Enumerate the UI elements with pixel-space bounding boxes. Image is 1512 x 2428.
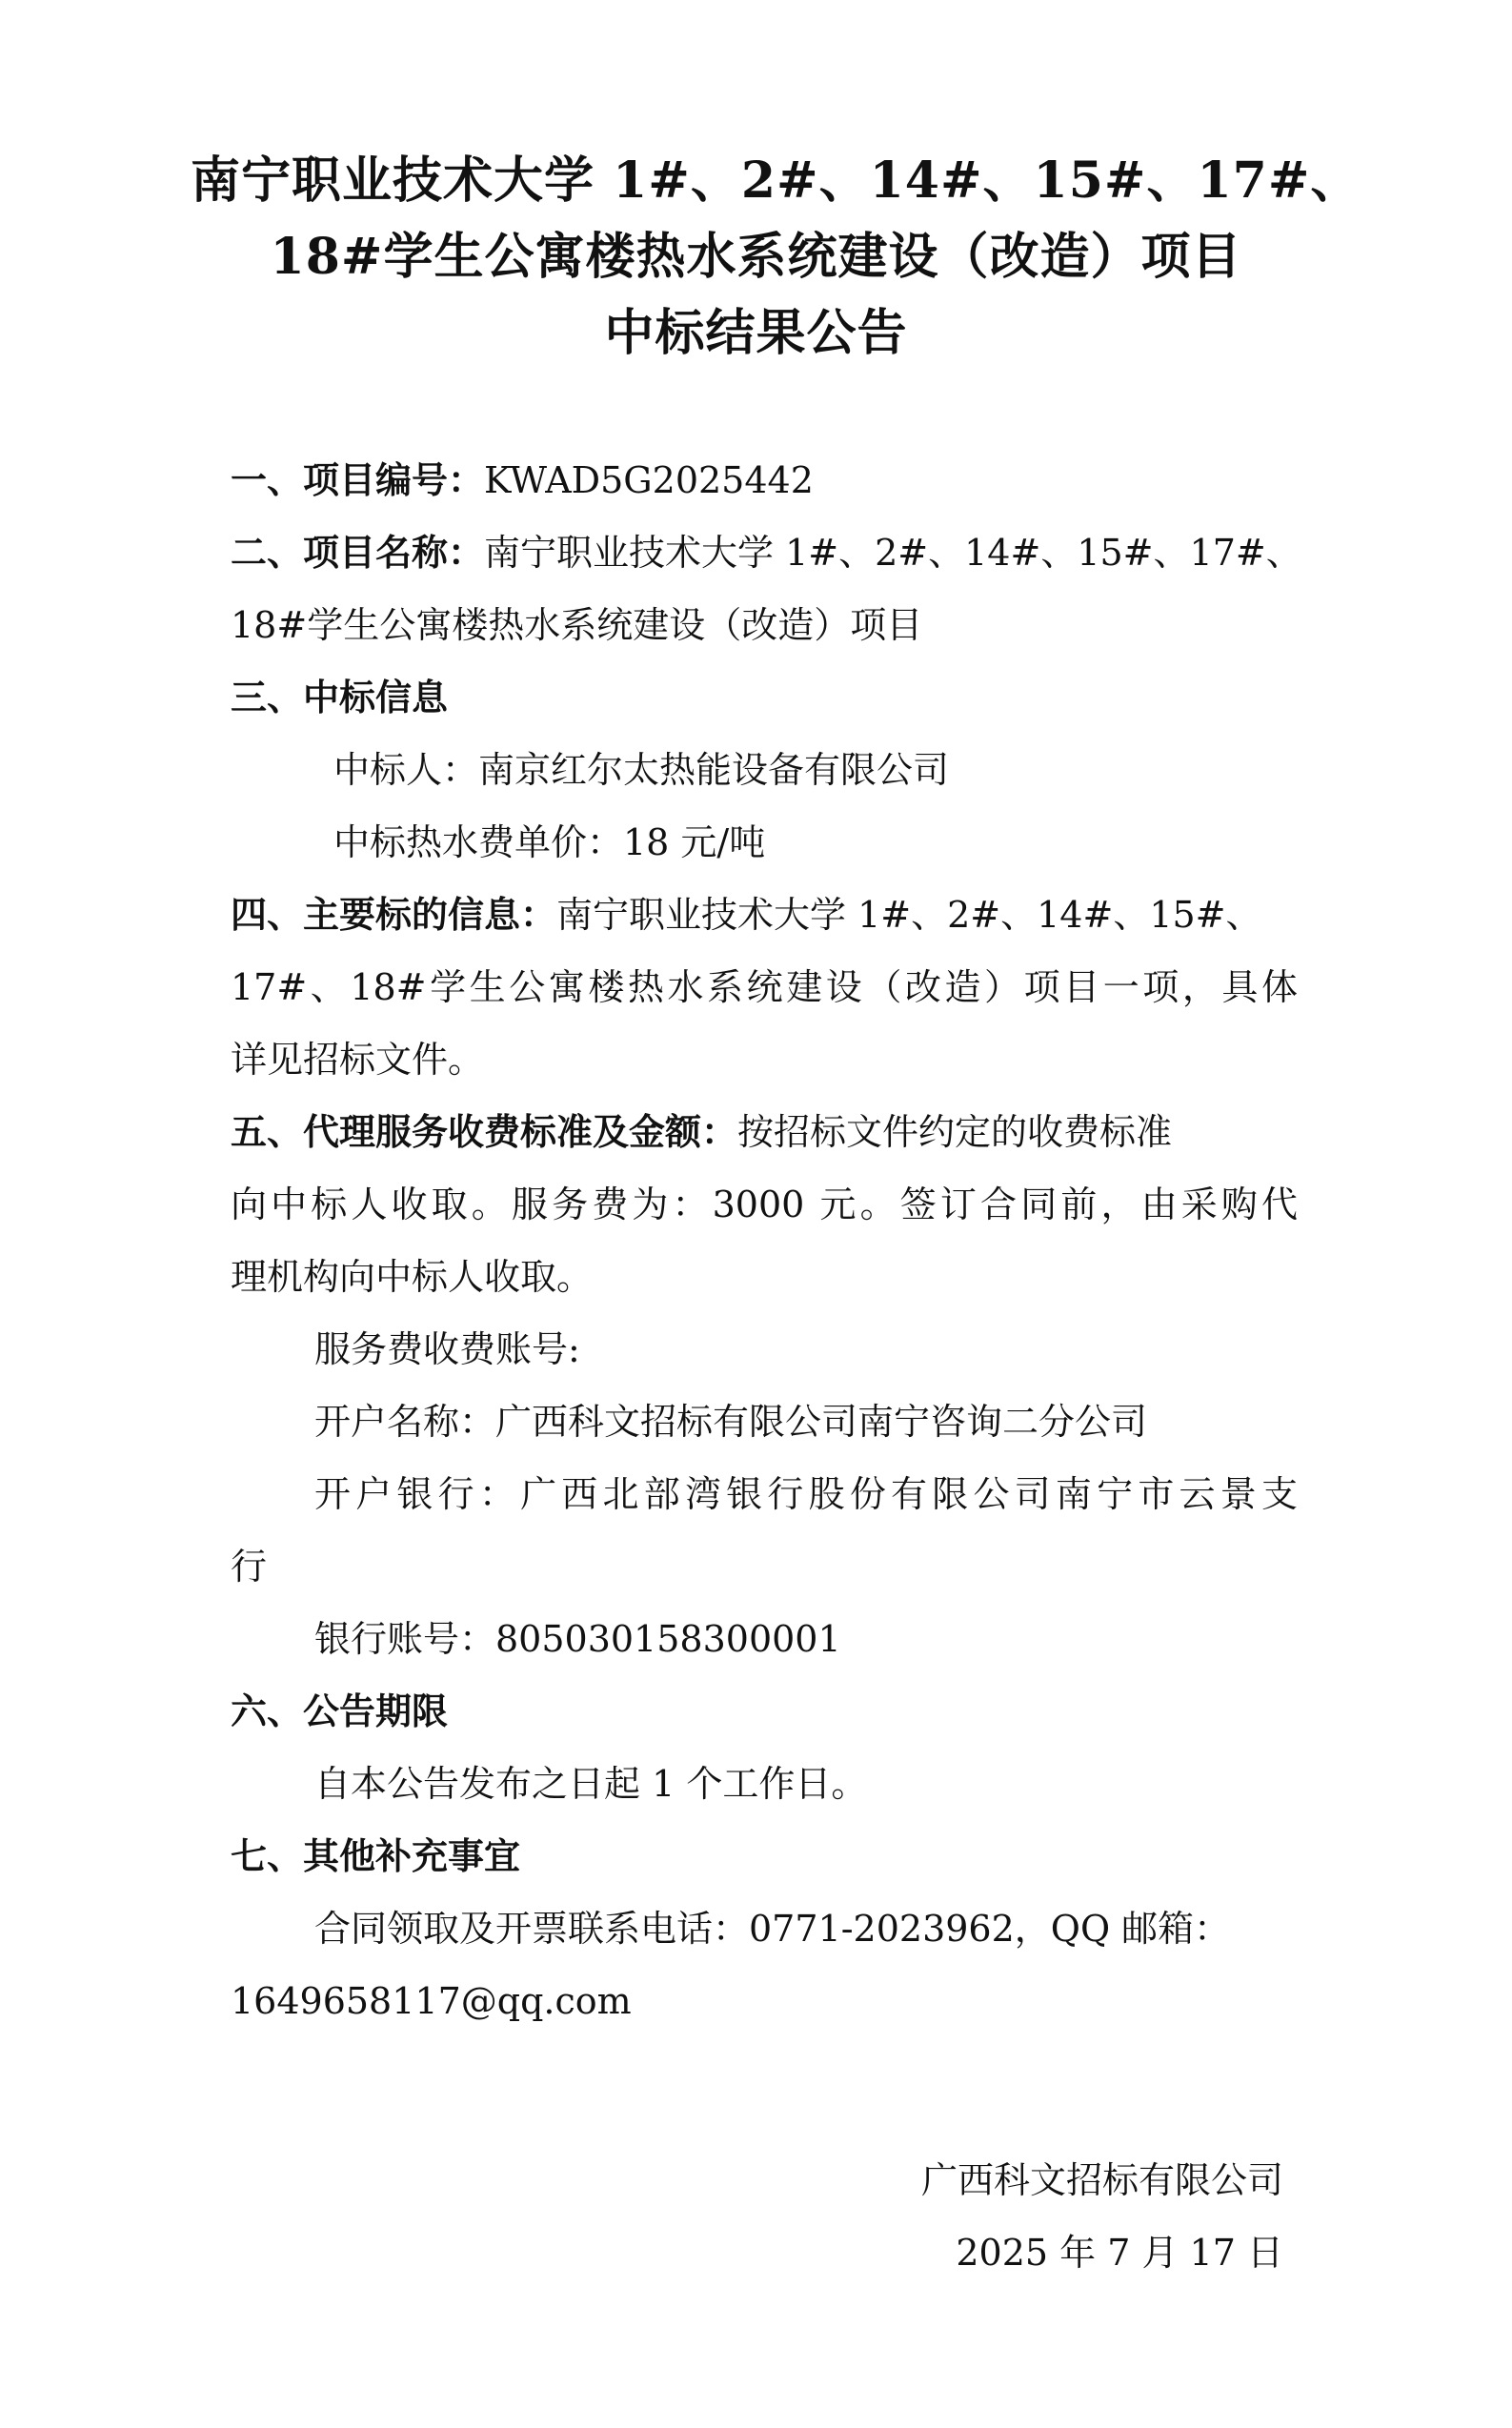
agency-fee-line-2: 向中标人收取。服务费为：3000 元。签订合同前，由采购代 xyxy=(231,1184,1298,1225)
bank-line-1: 开户银行：广西北部湾银行股份有限公司南宁市云景支 xyxy=(314,1473,1298,1515)
project-name-continuation: 18#学生公寓楼热水系统建设（改造）项目 xyxy=(231,604,923,646)
contact-line-2: 1649658117@qq.com xyxy=(231,1980,632,2022)
price-line: 中标热水费单价：18 元/吨 xyxy=(333,821,766,863)
section-main-subject xyxy=(231,879,1298,951)
section-label: 一、项目编号： xyxy=(231,458,485,501)
notice-period-value: 自本公告发布之日起 1 个工作日。 xyxy=(314,1763,868,1805)
section-agency-fee xyxy=(231,1096,1298,1168)
section-label: 二、项目名称： xyxy=(231,531,485,574)
section-other-matters xyxy=(231,1820,1298,1892)
section-notice-period xyxy=(231,1675,1298,1748)
main-subject-line-3: 详见招标文件。 xyxy=(231,1039,485,1081)
title-line-1: 南宁职业技术大学 1#、2#、14#、15#、17#、 xyxy=(191,152,1361,210)
contact-line-1: 合同领取及开票联系电话：0771-2023962，QQ 邮箱： xyxy=(314,1908,1231,1950)
signature-company: 广西科文招标有限公司 xyxy=(920,2159,1283,2201)
section-label: 四、主要标的信息： xyxy=(231,893,557,936)
main-subject-line-2: 17#、18#学生公寓楼热水系统建设（改造）项目一项，具体 xyxy=(231,966,1298,1008)
section-label: 六、公告期限 xyxy=(231,1689,449,1732)
section-label: 三、中标信息 xyxy=(231,676,449,718)
bank-line-2: 行 xyxy=(231,1546,268,1588)
project-name-value: 南宁职业技术大学 1#、2#、14#、15#、17#、 xyxy=(484,532,1302,574)
agency-fee-line-3: 理机构向中标人收取。 xyxy=(231,1256,594,1298)
section-label: 七、其他补充事宜 xyxy=(231,1834,521,1877)
section-project-number xyxy=(231,444,1298,516)
winner-line: 中标人：南京红尔太热能设备有限公司 xyxy=(333,749,950,791)
signature-block xyxy=(921,2144,1283,2289)
agency-fee-value: 按招标文件约定的收费标准 xyxy=(737,1111,1173,1153)
project-number-value: KWAD5G2025442 xyxy=(484,459,814,501)
section-project-name xyxy=(231,516,1302,589)
section-award-info xyxy=(231,661,1298,734)
account-name-line: 开户名称：广西科文招标有限公司南宁咨询二分公司 xyxy=(314,1401,1148,1443)
main-subject-value: 南宁职业技术大学 1#、2#、14#、15#、 xyxy=(556,894,1262,936)
document-body xyxy=(231,444,1302,2037)
signature-date: 2025 年 7 月 17 日 xyxy=(956,2232,1283,2274)
document-title xyxy=(191,143,1361,372)
title-line-2: 18#学生公寓楼热水系统建设（改造）项目 xyxy=(270,228,1242,286)
account-number-line: 银行账号：805030158300001 xyxy=(314,1618,841,1660)
section-label: 五、代理服务收费标准及金额： xyxy=(231,1110,738,1153)
account-heading: 服务费收费账号: xyxy=(314,1328,580,1370)
title-line-3: 中标结果公告 xyxy=(604,304,908,362)
